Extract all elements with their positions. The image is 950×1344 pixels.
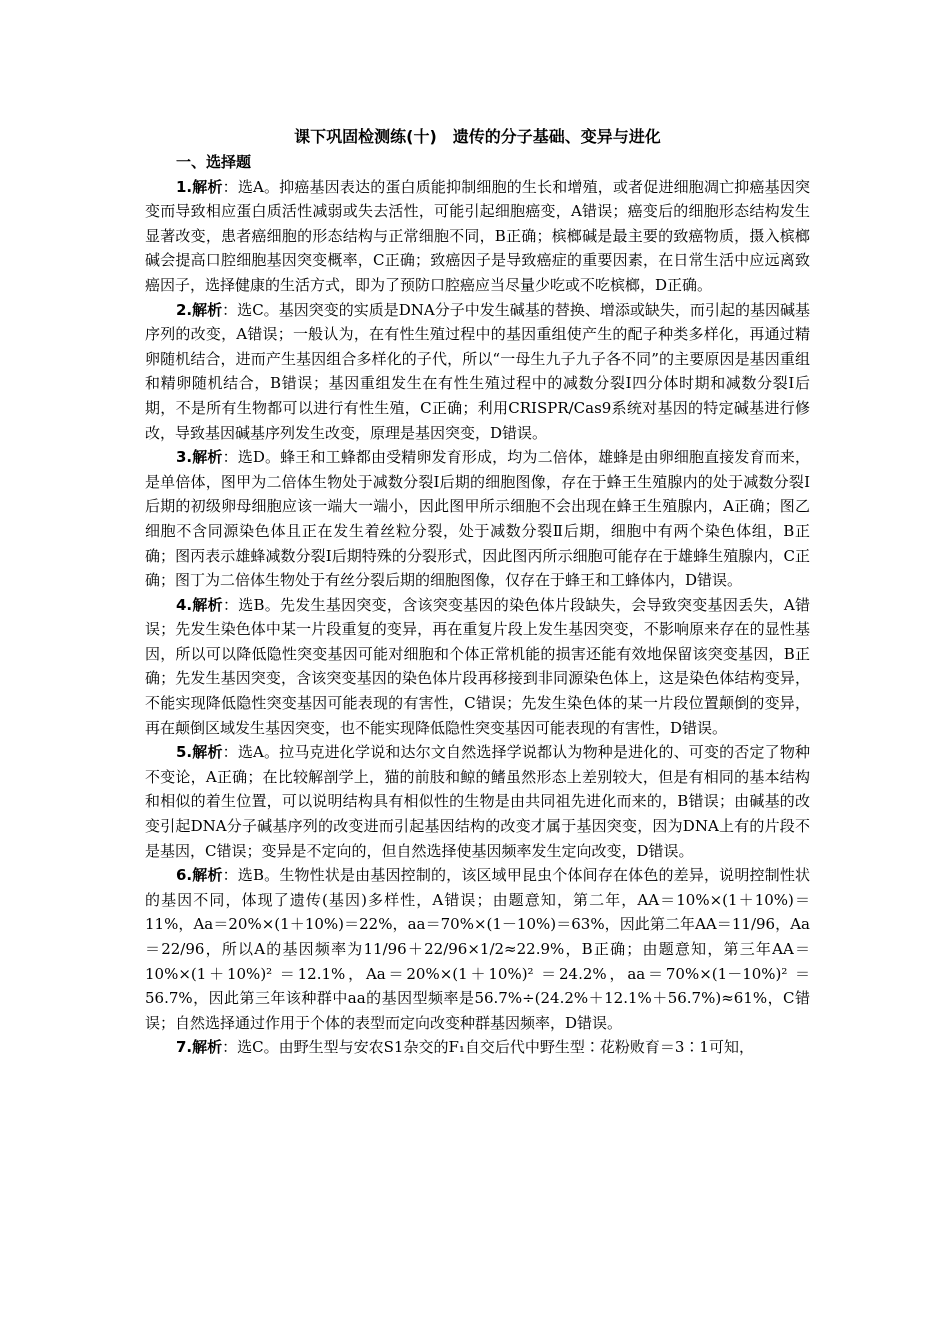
document-page bbox=[145, 124, 810, 1060]
answer-label: 4.解析 bbox=[176, 595, 223, 614]
answer-label: 6.解析 bbox=[176, 866, 223, 885]
answer-paragraph-2 bbox=[145, 298, 810, 446]
answer-paragraph-5 bbox=[145, 740, 810, 863]
page-title: 课下巩固检测练(十) 遗传的分子基础、变异与进化 bbox=[294, 127, 661, 146]
answer-text: ：选A。拉马克进化学说和达尔文自然选择学说都认为物种是进化的、可变的否定了物种不变论，A正确；在比较解剖学上，猫的前肢和鲸的鳍虽然形态上差别较大，但是有相同的基本结构和相似的着生位置，可以说明结构具有相似性的生物是由共同祖先进化而来的，B错误；由碱基的改变引起DNA分子碱基序列的改变进而引起基因结构的改变才属于基因突变，因为DNA上有的片段不是基因，C错误；变异是不定向的，但自然选择使基因频率发生定向改变，D错误。 bbox=[145, 743, 810, 860]
answer-label: 3.解析 bbox=[176, 448, 223, 467]
answer-label: 2.解析 bbox=[176, 300, 223, 319]
answer-paragraph-1 bbox=[145, 175, 810, 298]
answer-text: ：选A。抑癌基因表达的蛋白质能抑制细胞的生长和增殖，或者促进细胞凋亡抑癌基因突变而导致相应蛋白质活性减弱或失去活性，可能引起细胞癌变，A错误；癌变后的细胞形态结构发生显著改变，患者癌细胞的形态结构与正常细胞不同，B正确；槟榔碱是最主要的致癌物质，摄入槟榔碱会提高口腔细胞基因突变概率，C正确；致癌因子是导致癌症的重要因素，在日常生活中应远离致癌因子，选择健康的生活方式，即为了预防口腔癌应当尽量少吃或不吃槟榔，D正确。 bbox=[145, 177, 810, 294]
answer-paragraph-6 bbox=[145, 863, 810, 1035]
answer-label: 5.解析 bbox=[176, 743, 223, 762]
answer-paragraph-4 bbox=[145, 593, 810, 741]
answer-text: ：选C。由野生型与安农S1杂交的F₁自交后代中野生型∶花粉败育＝3∶1可知， bbox=[222, 1038, 754, 1057]
answer-label: 1.解析 bbox=[176, 177, 223, 196]
answer-paragraph-3 bbox=[145, 445, 810, 593]
answer-text: ：选D。蜂王和工蜂都由受精卵发育形成，均为二倍体，雄蜂是由卵细胞直接发育而来，是单倍体，图甲为二倍体生物处于减数分裂Ⅰ后期的细胞图像，存在于蜂王生殖腺内的处于减数分裂Ⅰ后期的初级卵母细胞应该一端大一端小，因此图甲所示细胞不会出现在蜂王生殖腺内，A正确；图乙细胞不含同源染色体且正在发生着丝粒分裂，处于减数分裂Ⅱ后期，细胞中有两个染色体组，B正确；图丙表示雄蜂减数分裂Ⅰ后期特殊的分裂形式，因此图丙所示细胞可能存在于雄蜂生殖腺内，C正确；图丁为二倍体生物处于有丝分裂后期的细胞图像，仅存在于蜂王和工蜂体内，D错误。 bbox=[145, 448, 810, 590]
section-heading: 一、选择题 bbox=[176, 153, 252, 171]
answer-paragraph-7 bbox=[145, 1035, 810, 1060]
answer-text: ：选B。生物性状是由基因控制的，该区域甲昆虫个体间存在体色的差异，说明控制性状的基因不同，体现了遗传(基因)多样性，A错误；由题意知，第二年，AA＝10%×(1＋10%)＝11%，Aa＝20%×(1＋10%)＝22%，aa＝70%×(1－10%)＝63%，因此第二年AA＝11/96，Aa＝22/96，所以A的基因频率为11/96＋22/96×1/2≈22.9%，B正确；由题意知，第三年AA＝10%×(1＋10%)² ＝12.1%，Aa＝20%×(1＋10%)² ＝24.2%，aa＝70%×(1－10%)² ＝56.7%，因此第三年该种群中aa的基因型频率是56.7%÷(24.2%＋12.1%＋56.7%)≈61%，C错误；自然选择通过作用于个体的表型而定向改变种群基因频率，D错误。 bbox=[145, 866, 810, 1032]
answer-label: 7.解析 bbox=[176, 1038, 223, 1057]
answer-text: ：选C。基因突变的实质是DNA分子中发生碱基的替换、增添或缺失，而引起的基因碱基序列的改变，A错误；一般认为，在有性生殖过程中的基因重组使产生的配子种类多样化，再通过精卵随机结合，进而产生基因组合多样化的子代，所以“一母生九子九子各不同”的主要原因是基因重组和精卵随机结合，B错误；基因重组发生在有性生殖过程中的减数分裂Ⅰ四分体时期和减数分裂Ⅰ后期，不是所有生物都可以进行有性生殖，C正确；利用CRISPR/Cas9系统对基因的特定碱基进行修改，导致基因碱基序列发生改变，原理是基因突变，D错误。 bbox=[145, 300, 810, 442]
answer-text: ：选B。先发生基因突变，含该突变基因的染色体片段缺失，会导致突变基因丢失，A错误；先发生染色体中某一片段重复的变异，再在重复片段上发生基因突变，不影响原来存在的显性基因，所以可以降低隐性突变基因可能对细胞和个体正常机能的损害还能有效地保留该突变基因，B正确；先发生基因突变，含该突变基因的染色体片段再移接到非同源染色体上，这是染色体结构变异，不能实现降低隐性突变基因可能表现的有害性，C错误；先发生染色体的某一片段位置颠倒的变异，再在颠倒区域发生基因突变，也不能实现降低隐性突变基因可能表现的有害性，D错误。 bbox=[145, 595, 810, 737]
